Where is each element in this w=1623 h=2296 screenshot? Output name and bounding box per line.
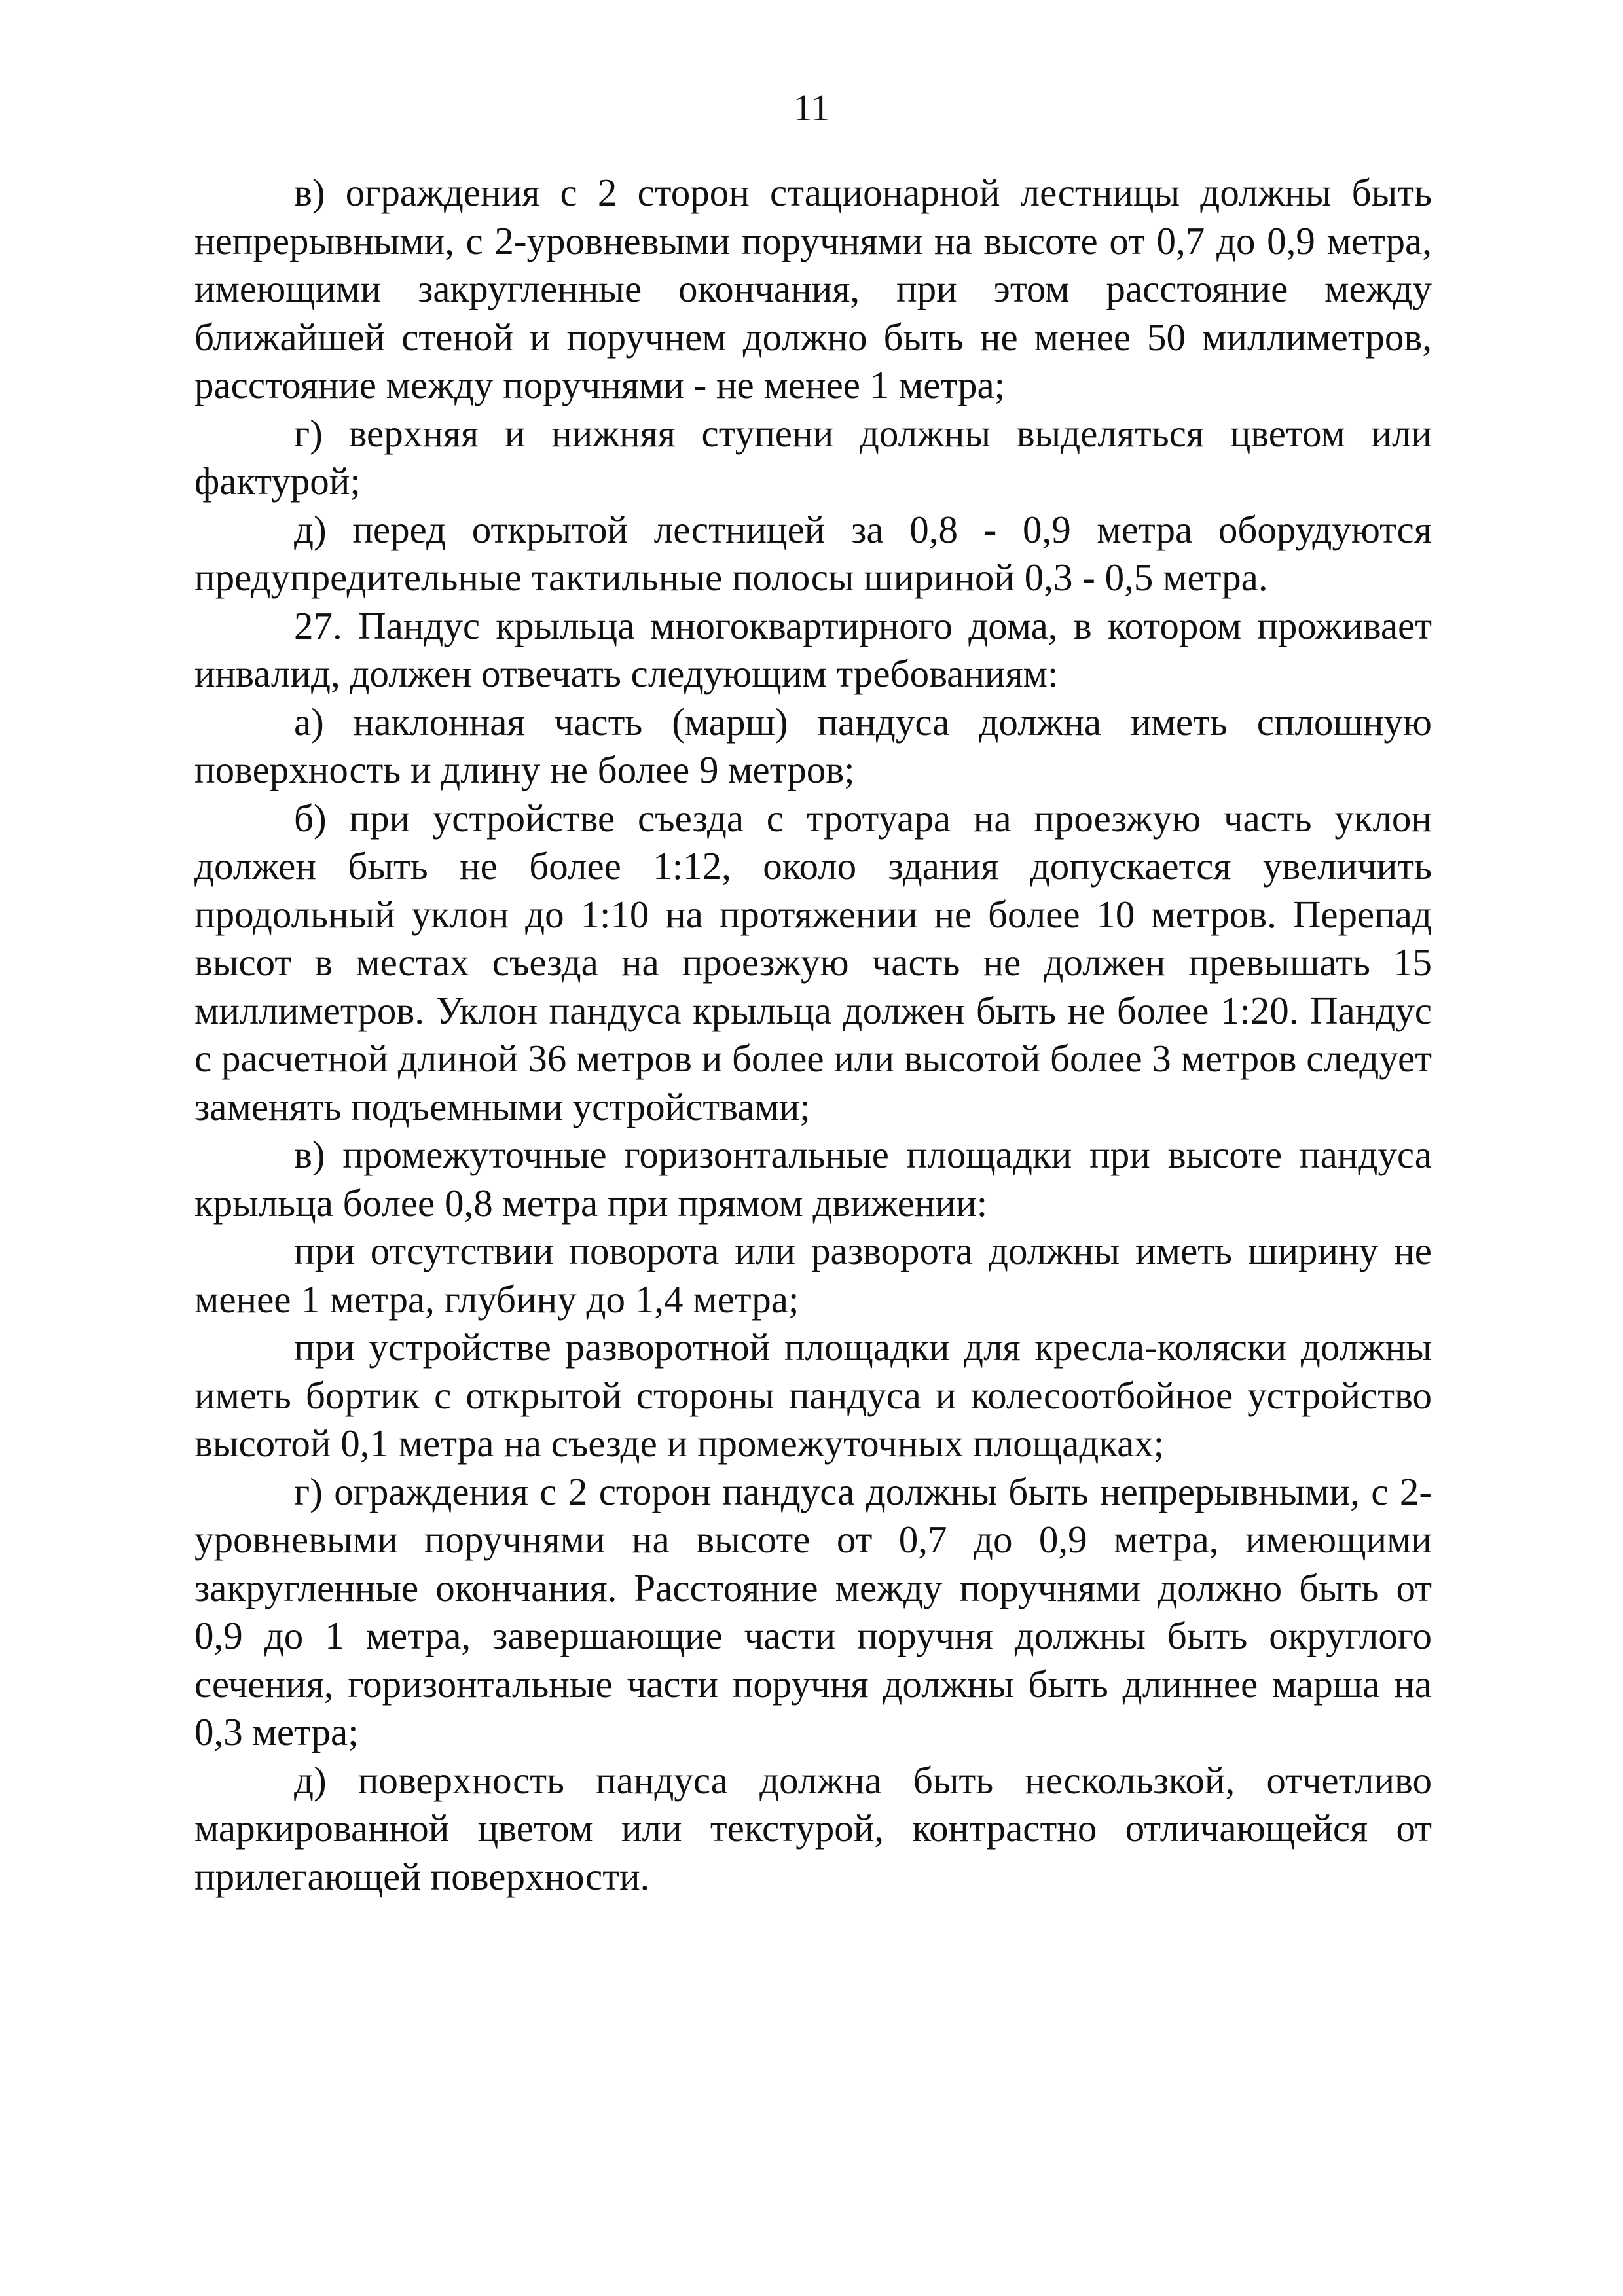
paragraph-d-tactile-strips: д) перед открытой лестницей за 0,8 - 0,9 метра оборудуются предупредительные тактильные полосы шириной 0,3 - 0,5 метра. [194,507,1432,599]
paragraph-g-ramp-railings: г) ограждения с 2 сторон пандуса должны быть непрерывными, с 2-уровневыми поручнями на высоте от 0,7 до 0,9 метра, имеющими закругленные окончания. Расстояние между поручнями должно быть от 0,9 до 1 метра, завершающие части поручня должны быть округлого сечения, горизонтальные части поручня должны быть длиннее марша на 0,3 метра; [194,1469,1432,1753]
paragraph-a-ramp-surface-length: а) наклонная часть (марш) пандуса должна иметь сплошную поверхность и длину не более 9 метров; [194,700,1432,791]
paragraph-b-ramp-slope: б) при устройстве съезда с тротуара на проезжую часть уклон должен быть не более 1:12, около здания допускается увеличить продольный уклон до 1:10 на протяжении не более 10 метров. Перепад высот в местах съезда на проезжую часть не должен превышать 15 миллиметров. Уклон пандуса крыльца должен быть не более 1:20. Пандус с расчетной длиной 36 метров и более или высотой более 3 метров следует заменять подъемными устройствами; [194,796,1432,1128]
paragraph-d-ramp-surface: д) поверхность пандуса должна быть нескользкой, отчетливо маркированной цветом или текстурой, контрастно отличающейся от прилегающей поверхности. [194,1758,1432,1898]
paragraph-v-intermediate-platforms: в) промежуточные горизонтальные площадки при высоте пандуса крыльца более 0,8 метра при прямом движении: [194,1133,1432,1225]
page-number: 11 [793,86,830,129]
paragraph-27-ramp-requirements: 27. Пандус крыльца многоквартирного дома, в котором проживает инвалид, должен отвечать следующим требованиям: [194,603,1432,695]
paragraph-v-stair-railings: в) ограждения с 2 сторон стационарной лестницы должны быть непрерывными, с 2-уровневыми поручнями на высоте от 0,7 до 0,9 метра, имеющими закругленные окончания, при этом расстояние между ближайшей стеной и поручнем должно быть не менее 50 миллиметров, расстояние между поручнями - не менее 1 метра; [194,171,1432,406]
document-body [194,169,1432,1901]
paragraph-g-stair-steps: г) верхняя и нижняя ступени должны выделяться цветом или фактурой; [194,411,1432,503]
paragraph-no-turn-platform: при отсутствии поворота или разворота должны иметь ширину не менее 1 метра, глубину до 1,4 метра; [194,1229,1432,1321]
paragraph-turning-platform: при устройстве разворотной площадки для кресла-коляски должны иметь бортик с открытой стороны пандуса и колесоотбойное устройство высотой 0,1 метра на съезде и промежуточных площадках; [194,1325,1432,1465]
